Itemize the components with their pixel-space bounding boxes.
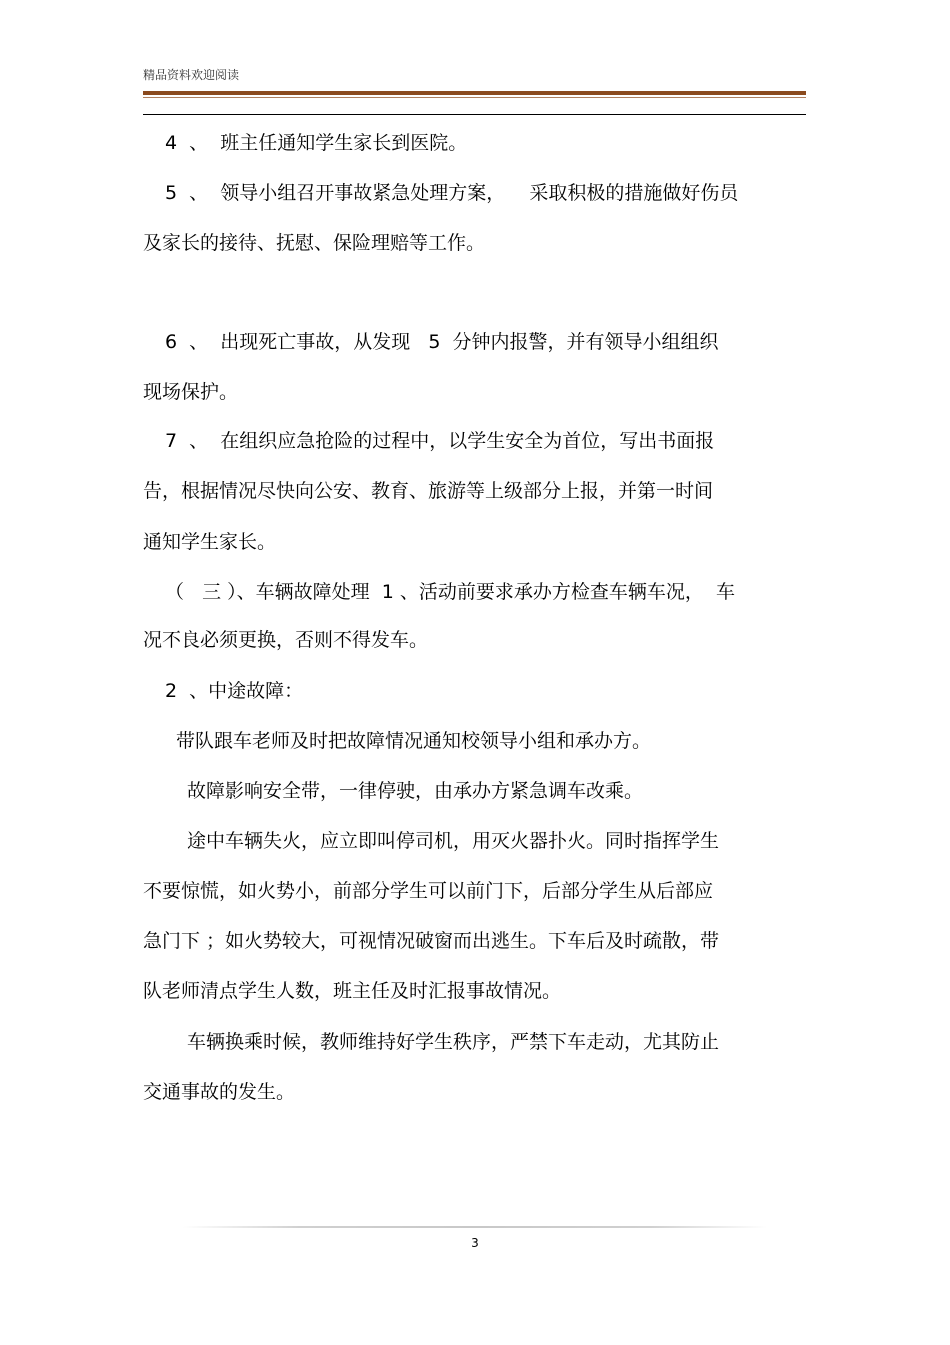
text-line: 途中车辆失火，应立即叫停司机，用灭火器扑火。同时指挥学生 <box>187 830 720 852</box>
text-line: 及家长的接待、抚慰、保险理赔等工作。 <box>143 232 486 254</box>
text-line: 4 、 班主任通知学生家长到医院。 <box>165 132 468 154</box>
text-line: 急门下 ；如火势较大，可视情况破窗而出逃生。下车后及时疏散，带 <box>143 930 720 952</box>
footer-rule <box>183 1226 767 1228</box>
text-line: 队老师清点学生人数，班主任及时汇报事故情况。 <box>143 980 562 1002</box>
text-line: 交通事故的发生。 <box>143 1081 296 1103</box>
header-rule-thick <box>143 91 806 95</box>
text-line: 2 、中途故障： <box>165 680 304 702</box>
text-line: 5 、 领导小组召开事故紧急处理方案， 采取积极的措施做好伤员 <box>165 182 739 204</box>
text-line: 车辆换乘时候，教师维持好学生秩序，严禁下车走动，尤其防止 <box>187 1031 720 1053</box>
header-rule-thin <box>143 97 806 98</box>
text-line: 带队跟车老师及时把故障情况通知校领导小组和承办方。 <box>176 730 652 752</box>
text-line: 故障影响安全带，一律停驶，由承办方紧急调车改乘。 <box>187 780 644 802</box>
text-line: 通知学生家长。 <box>143 531 277 553</box>
page-number: 3 <box>471 1236 479 1250</box>
text-line: 况不良必须更换，否则不得发车。 <box>143 629 429 651</box>
page-header: 精品资料欢迎阅读 <box>143 68 240 82</box>
text-line: 不要惊慌，如火势小，前部分学生可以前门下，后部分学生从后部应 <box>143 880 714 902</box>
text-line: 告，根据情况尽快向公安、教育、旅游等上级部分上报，并第一时间 <box>143 480 714 502</box>
text-line: 7 、 在组织应急抢险的过程中，以学生安全为首位，写出书面报 <box>165 430 715 452</box>
header-rule-black <box>143 114 806 115</box>
text-line: 现场保护。 <box>143 381 239 403</box>
text-line: （ 三 ）、车辆故障处理 1 、活动前要求承办方检查车辆车况， 车 <box>165 581 735 603</box>
text-line: 6 、 出现死亡事故，从发现 5 分钟内报警，并有领导小组组织 <box>165 331 719 353</box>
